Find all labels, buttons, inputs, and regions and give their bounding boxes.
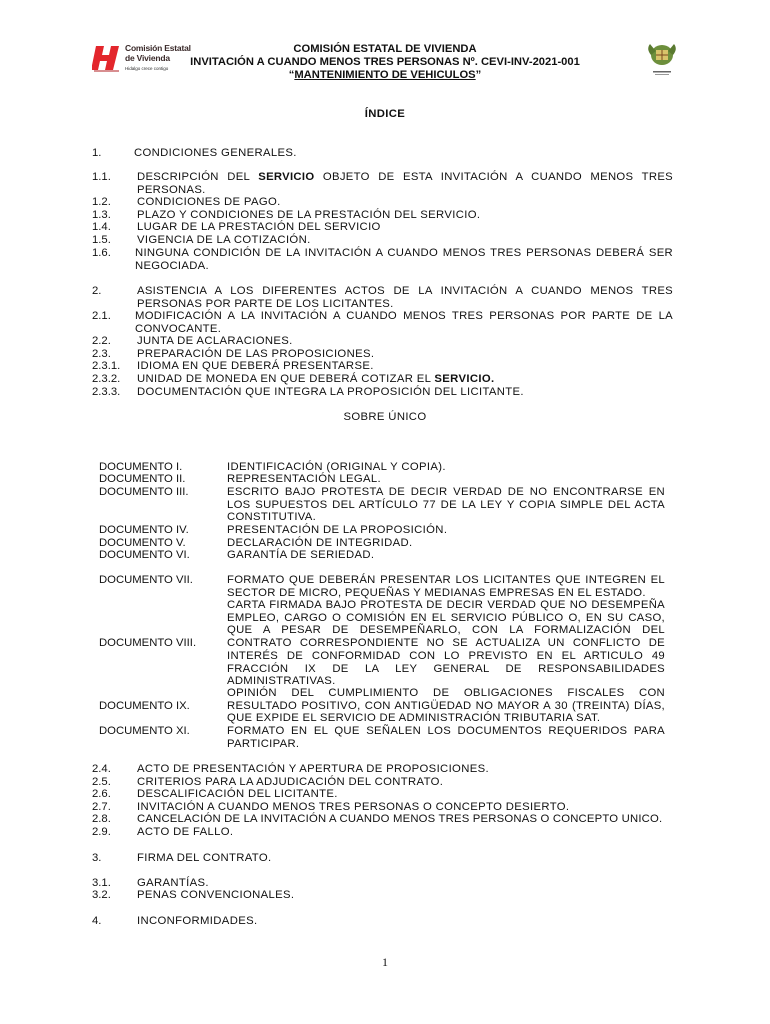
item-number: 1.4.: [92, 221, 111, 233]
header-title-3: [150, 69, 620, 81]
list-item: ACTO DE PRESENTACIÓN Y APERTURA DE PROPOSICIONES.: [137, 763, 489, 775]
document-description: IDENTIFICACIÓN (ORIGINAL Y COPIA).: [227, 461, 446, 473]
sobre-unico-title: SOBRE ÚNICO: [343, 411, 427, 423]
item-number: 1.6.: [92, 247, 111, 259]
item-number: 2.3.2.: [92, 373, 121, 385]
section-1-number: 1.: [92, 147, 102, 159]
list-item: CANCELACIÓN DE LA INVITACIÓN A CUANDO MENOS TRES PERSONAS O CONCEPTO UNICO.: [137, 813, 663, 825]
document-description: PRESENTACIÓN DE LA PROPOSICIÓN.: [227, 524, 448, 536]
list-item: VIGENCIA DE LA COTIZACIÓN.: [137, 234, 311, 246]
header-title-1: COMISIÓN ESTATAL DE VIVIENDA: [293, 43, 477, 55]
section-3-number: 3.: [92, 852, 102, 864]
document-label: DOCUMENTO IV.: [99, 524, 189, 536]
document-label: DOCUMENTO I.: [99, 461, 183, 473]
item-number: 2.1.: [92, 310, 111, 322]
list-item: UNIDAD DE MONEDA EN QUE DEBERÁ COTIZAR EL SERVICIO.: [137, 373, 495, 385]
item-number: 3.1.: [92, 877, 111, 889]
page-number: 1: [382, 955, 388, 969]
index-title: ÍNDICE: [364, 108, 406, 120]
header-title-underlined: MANTENIMIENTO DE VEHICULOS: [294, 69, 476, 81]
item-number: 3.2.: [92, 889, 111, 901]
list-item: INVITACIÓN A CUANDO MENOS TRES PERSONAS O CONCEPTO DESIERTO.: [137, 801, 570, 813]
list-item: CRITERIOS PARA LA ADJUDICACIÓN DEL CONTRATO.: [137, 776, 444, 788]
list-item: DESCALIFICACIÓN DEL LICITANTE.: [137, 788, 338, 800]
document-label: DOCUMENTO VII.: [99, 574, 193, 586]
item-number: 2.7.: [92, 801, 111, 813]
list-item: NINGUNA CONDICIÓN DE LA INVITACIÓN A CUANDO MENOS TRES PERSONAS DEBERÁ SER NEGOCIADA.: [135, 247, 673, 272]
item-number: 1.1.: [92, 171, 111, 183]
item-number: 1.5.: [92, 234, 111, 246]
item-number: 2.3.1.: [92, 360, 121, 372]
item-number: 2.4.: [92, 763, 111, 775]
document-label: DOCUMENTO IX.: [99, 700, 190, 712]
document-description: ESCRITO BAJO PROTESTA DE DECIR VERDAD DE NO ENCONTRARSE EN LOS SUPUESTOS DEL ARTÍCULO 77 DE LA LEY Y COPIA SIMPLE DEL ACTA CONSTITUTIVA.: [227, 486, 665, 524]
item-number: 2.5.: [92, 776, 111, 788]
list-item: MODIFICACIÓN A LA INVITACIÓN A CUANDO MENOS TRES PERSONAS POR PARTE DE LA CONVOCANTE.: [135, 310, 673, 335]
list-item: GARANTÍAS.: [137, 877, 209, 889]
document-description: DECLARACIÓN DE INTEGRIDAD.: [227, 537, 413, 549]
document-description: GARANTÍA DE SERIEDAD.: [227, 549, 375, 561]
section-4-label: INCONFORMIDADES.: [137, 915, 258, 927]
service-bold: SERVICIO.: [434, 373, 495, 385]
document-label: DOCUMENTO III.: [99, 486, 189, 498]
service-bold: SERVICIO: [258, 171, 315, 183]
item-number: 2.3.3.: [92, 386, 121, 398]
item-number: 1.3.: [92, 209, 111, 221]
list-item: PREPARACIÓN DE LAS PROPOSICIONES.: [137, 348, 375, 360]
state-seal-icon: [644, 41, 680, 83]
item-number: 2.8.: [92, 813, 111, 825]
document-description: FORMATO QUE DEBERÁN PRESENTAR LOS LICITANTES QUE INTEGREN EL SECTOR DE MICRO, PEQUEÑAS Y MEDIANAS EMPRESAS EN EL ESTADO.: [227, 574, 665, 599]
list-item: JUNTA DE ACLARACIONES.: [137, 335, 293, 347]
item-number: 2.6.: [92, 788, 111, 800]
list-item: DESCRIPCIÓN DEL SERVICIO OBJETO DE ESTA INVITACIÓN A CUANDO MENOS TRES PERSONAS.: [137, 171, 673, 196]
list-item: CONDICIONES DE PAGO.: [137, 196, 281, 208]
list-item: DOCUMENTACIÓN QUE INTEGRA LA PROPOSICIÓN DEL LICITANTE.: [137, 386, 524, 398]
document-description: REPRESENTACIÓN LEGAL.: [227, 473, 382, 485]
list-item: PENAS CONVENCIONALES.: [137, 889, 295, 901]
quote-open: “: [288, 69, 295, 81]
logo-line-1: Comisión Estatal: [125, 43, 191, 53]
quote-close: ”: [475, 69, 482, 81]
document-description: FORMATO EN EL QUE SEÑALEN LOS DOCUMENTOS REQUERIDOS PARA PARTICIPAR.: [227, 725, 665, 750]
item-number: 1.2.: [92, 196, 111, 208]
list-item: LUGAR DE LA PRESTACIÓN DEL SERVICIO: [137, 221, 381, 233]
list-item: PLAZO Y CONDICIONES DE LA PRESTACIÓN DEL SERVICIO.: [137, 209, 481, 221]
section-3-label: FIRMA DEL CONTRATO.: [137, 852, 272, 864]
section-4-number: 4.: [92, 915, 102, 927]
list-item: ACTO DE FALLO.: [137, 826, 234, 838]
logo-subtitle: Hidalgo crece contigo: [125, 66, 169, 71]
item-number: 2.3.: [92, 348, 111, 360]
document-label: DOCUMENTO XI.: [99, 725, 190, 737]
document-description: OPINIÓN DEL CUMPLIMIENTO DE OBLIGACIONES FISCALES CON RESULTADO POSITIVO, CON ANTIGÜEDAD NO MAYOR A 30 (TREINTA) DÍAS, QUE EXPIDE EL SERVICIO DE ADMINISTRACIÓN TRIBUTARIA SAT.: [227, 687, 665, 725]
item-number: 2.9.: [92, 826, 111, 838]
list-item: IDIOMA EN QUE DEBERÁ PRESENTARSE.: [137, 360, 374, 372]
logo-line-2: de Vivienda: [125, 52, 170, 63]
document-description: CARTA FIRMADA BAJO PROTESTA DE DECIR VERDAD QUE NO DESEMPEÑA EMPLEO, CARGO O COMISIÓN EN EL SERVICIO PÚBLICO O, EN SU CASO, QUE A PESAR DE DESEMPEÑARLO, CON LA FORMALIZACIÓN DEL CONTRATO CORRESPONDIENTE NO SE ACTUALIZA UN CONFLICTO DE INTERÉS DE CONFORMIDAD CON LO PREVISTO EN EL ARTICULO 49 FRACCIÓN IX DE LA LEY GENERAL DE RESPONSABILIDADES ADMINISTRATIVAS.: [227, 599, 665, 688]
document-label: DOCUMENTO VI.: [99, 549, 190, 561]
cevi-logo-icon: [92, 44, 122, 72]
document-label: DOCUMENTO V.: [99, 537, 186, 549]
document-label: DOCUMENTO II.: [99, 473, 186, 485]
item-number: 2.2.: [92, 335, 111, 347]
section-1-label: CONDICIONES GENERALES.: [134, 147, 297, 159]
section-2-number: 2.: [92, 285, 102, 297]
section-2-label: ASISTENCIA A LOS DIFERENTES ACTOS DE LA INVITACIÓN A CUANDO MENOS TRES PERSONAS POR PARTE DE LOS LICITANTES.: [137, 285, 673, 310]
document-label: DOCUMENTO VIII.: [99, 637, 197, 649]
header-title-2: INVITACIÓN A CUANDO MENOS TRES PERSONAS Nº. CEVI-INV-2021-001: [190, 56, 580, 68]
